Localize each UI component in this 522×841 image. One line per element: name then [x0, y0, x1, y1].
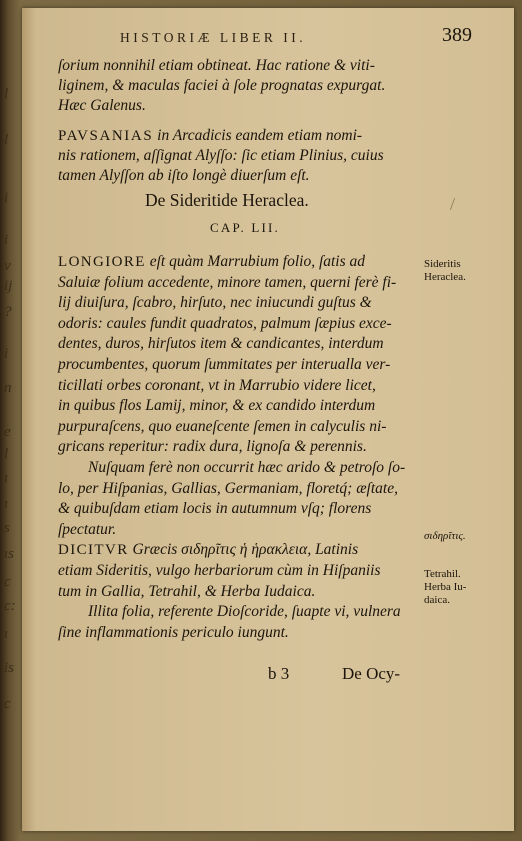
facing-page-bleed — [0, 0, 24, 841]
text-fragment: Græcis σιδηρῖτις ἡ ἡρακλεια, Latinis — [128, 541, 359, 559]
text-line: dentes, duros, hirſutos item & candicantes, interdum — [58, 335, 384, 353]
margin-line: Heraclea. — [424, 271, 466, 283]
main-text-block — [58, 252, 418, 643]
top-text-block — [58, 56, 418, 186]
text-line: ſorium nonnihil etiam obtineat. Hac ratione & viti- — [58, 57, 375, 74]
text-line: Nuſquam ferè non occurrit hæc arido & petroſo ſo- — [88, 458, 406, 476]
text-line: gricans reperitur: radix dura, lignoſa & perennis. — [58, 438, 367, 456]
main-lead: LONGIORE — [58, 254, 146, 270]
bleed-glyph: c — [4, 696, 11, 712]
text-line: tamen Alyſſon ab iſto longè diuerſum eſt. — [58, 166, 310, 184]
bleed-glyph: ı — [4, 626, 9, 642]
text-line: procumbentes, quorum ſummitates per interualla ver- — [58, 355, 391, 373]
names-lead: DICITVR — [58, 542, 129, 559]
bleed-glyph: ij — [4, 278, 13, 294]
bleed-glyph: s — [4, 520, 10, 536]
bleed-glyph: l — [4, 446, 9, 462]
text-line: ſine inflammationis periculo iungunt. — [58, 623, 289, 641]
text-line: Hæc Galenus. — [58, 97, 146, 115]
margin-line: Tetrahil. — [424, 568, 461, 580]
text-fragment: in Arcadicis eandem etiam nomi- — [153, 126, 363, 144]
page-header — [80, 24, 480, 54]
bleed-glyph: ı — [4, 470, 9, 486]
main-first-line — [58, 252, 418, 273]
bleed-glyph: v — [4, 258, 11, 274]
text-line: purpuraſcens, quo euaneſcente ſemen in calyculis ni- — [58, 417, 387, 435]
page-footer — [260, 664, 460, 690]
margin-line: Herba Iu- — [424, 581, 467, 593]
bleed-glyph: c: — [4, 598, 16, 614]
chapter-number: CAP. LII. — [210, 220, 280, 235]
text-line: nis rationem, aſſignat Alyſſo: ſic etiam Plinius, cuius — [58, 146, 384, 164]
pausanias-lead: PAVSANIAS — [58, 127, 154, 144]
bleed-glyph: ? — [4, 304, 12, 320]
text-line: liginem, & maculas faciei à ſole prognatas expurgat. — [58, 77, 386, 95]
bleed-glyph: e — [4, 424, 11, 440]
bleed-glyph: c — [4, 574, 11, 590]
bleed-glyph: is — [4, 660, 15, 676]
catchword: De Ocy- — [342, 664, 401, 683]
section-heading: De Sideritide Heraclea. — [145, 190, 309, 210]
margin-note-sideritis — [424, 258, 466, 284]
text-line: ticillati orbes coronant, vt in Marrubio videre licet, — [58, 376, 376, 394]
bleed-glyph: ı — [4, 496, 9, 512]
text-line: ſpectatur. — [58, 520, 117, 538]
text-line: Illita folia, referente Dioſcoride, ſuapte vi, vulnera — [88, 603, 401, 621]
bleed-glyph: i — [4, 190, 9, 206]
bleed-glyph: l — [4, 86, 9, 102]
text-line: in quibus flos Lamij, minor, & ex candido interdum — [58, 397, 376, 415]
bleed-glyph: n — [4, 380, 12, 396]
text-line: tum in Gallia, Tetrahil, & Herba Iudaica. — [58, 582, 316, 600]
bleed-glyph: l — [4, 132, 9, 148]
names-first-line — [58, 540, 418, 561]
bleed-glyph: ıs — [4, 546, 15, 562]
text-line: lij diuiſura, ſcabro, hirſuto, nec iniucundi guſtus & — [58, 294, 372, 312]
text-line: odoris: caules fundit quadratos, palmum ſæpius exce- — [58, 314, 392, 332]
margin-line: daica. — [424, 594, 450, 606]
text-fragment: eſt quàm Marrubium folio, ſatis ad — [145, 253, 366, 270]
margin-note-greek: σιδηρῖτις. — [424, 530, 466, 542]
margin-line: Sideritis — [424, 258, 461, 270]
bleed-glyph: i — [4, 232, 9, 248]
running-head: HISTORIÆ LIBER II. — [120, 30, 307, 45]
bleed-glyph: i — [4, 346, 9, 362]
margin-note-tetrahil — [424, 568, 466, 607]
text-line: etiam Sideritis, vulgo herbariorum cùm in Hiſpaniis — [58, 561, 381, 579]
pausanias-first-line — [58, 126, 418, 146]
signature-mark: b 3 — [268, 664, 290, 683]
text-line: Saluiæ folium accedente, minore tamen, querni ferè fi- — [58, 273, 397, 291]
text-line: & quibuſdam etiam locis in autumnum vſq; florens — [58, 500, 372, 518]
page-number: 389 — [442, 24, 472, 46]
text-line: lo, per Hiſpanias, Gallias, Germaniam, floretq́; æſtate, — [58, 479, 398, 497]
